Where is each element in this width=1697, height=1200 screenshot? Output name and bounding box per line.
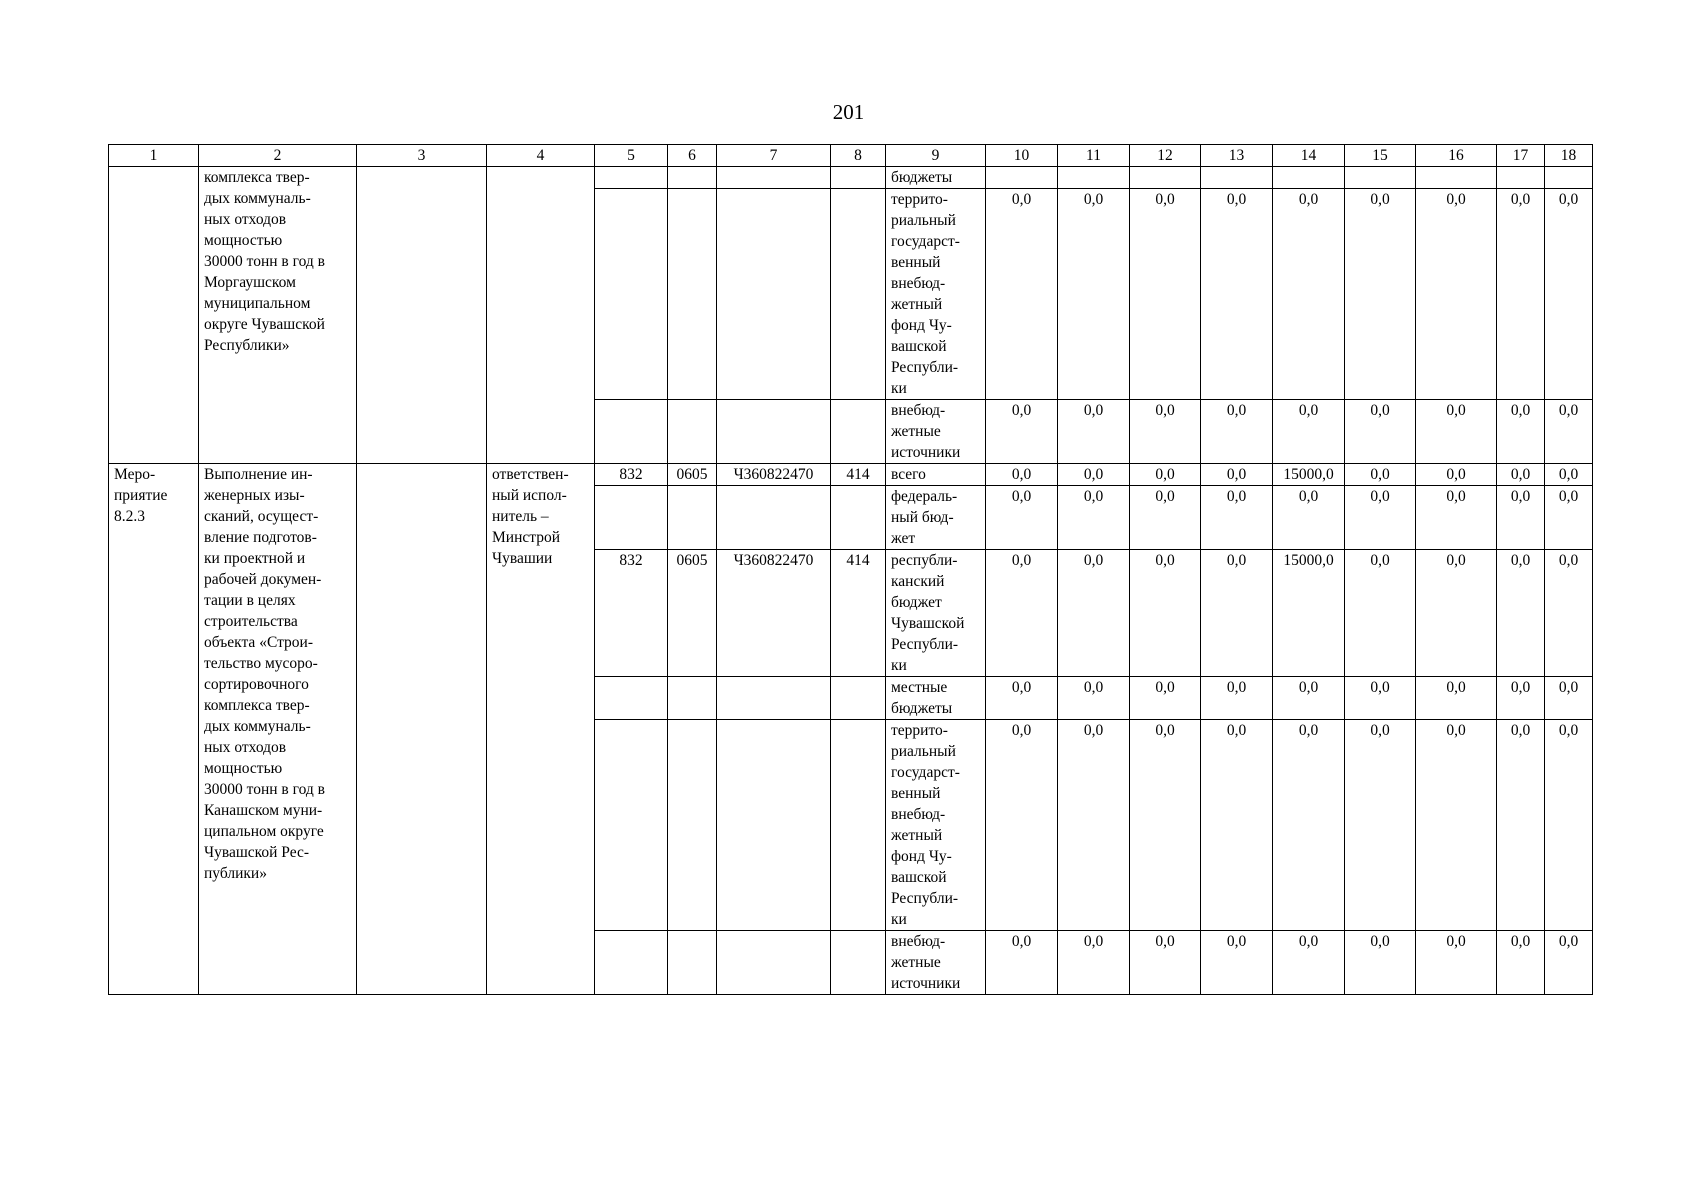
funding-source-cell-line: Республи- [891, 359, 959, 376]
event-description-cell-line: мощностью [204, 232, 283, 249]
expense-type-cell [831, 486, 886, 550]
value-cell [1273, 167, 1345, 189]
section-code-cell [668, 189, 717, 400]
value-cell: 0,0 [1201, 720, 1273, 931]
column-header-12: 12 [1130, 145, 1201, 167]
ministry-code-cell: 832 [595, 464, 668, 486]
event-description-cell-line: объекта «Строи- [204, 634, 313, 651]
event-number-cell-line: 8.2.3 [114, 508, 145, 525]
funding-source-cell-line: риальный [891, 212, 956, 229]
expense-type-cell [831, 400, 886, 464]
value-cell: 0,0 [1273, 400, 1345, 464]
expense-type-cell [831, 720, 886, 931]
target-article-cell [717, 720, 831, 931]
ministry-code-cell [595, 167, 668, 189]
funding-source-cell [886, 464, 986, 486]
funding-source-cell-line: внебюд- [891, 402, 946, 419]
event-number-cell [109, 464, 199, 995]
value-cell: 0,0 [1130, 464, 1201, 486]
table-row [109, 464, 1593, 486]
column-header-18: 18 [1545, 145, 1593, 167]
column-header-7: 7 [717, 145, 831, 167]
event-description-cell-line: Моргаушском [204, 274, 296, 291]
section-code-cell: 0605 [668, 464, 717, 486]
ministry-code-cell [595, 486, 668, 550]
expense-type-cell: 414 [831, 550, 886, 677]
value-cell [1416, 167, 1497, 189]
funding-source-cell-line: ки [891, 911, 907, 928]
ministry-code-cell [595, 677, 668, 720]
value-cell [1345, 167, 1416, 189]
event-description-cell-line: ципальном округе [204, 823, 324, 840]
funding-source-cell-line: фонд Чу- [891, 848, 952, 865]
col3-cell [357, 464, 487, 995]
value-cell: 0,0 [1545, 464, 1593, 486]
event-number-cell-line: приятие [114, 487, 168, 504]
funding-source-cell-line: жетные [891, 423, 941, 440]
ministry-code-cell: 832 [595, 550, 668, 677]
section-code-cell [668, 486, 717, 550]
funding-source-cell-line: жетный [891, 296, 943, 313]
value-cell: 0,0 [986, 400, 1058, 464]
value-cell: 0,0 [1345, 931, 1416, 995]
event-description-cell-line: вление подготов- [204, 529, 317, 546]
funding-source-cell-line: Республи- [891, 890, 959, 907]
funding-source-cell-line: местные [891, 679, 948, 696]
value-cell: 0,0 [1201, 486, 1273, 550]
funding-source-cell-line: террито- [891, 191, 948, 208]
value-cell: 0,0 [1545, 486, 1593, 550]
value-cell [986, 167, 1058, 189]
funding-source-cell [886, 486, 986, 550]
executor-cell [487, 167, 595, 464]
event-description-cell-line: сканий, осущест- [204, 508, 319, 525]
executor-cell-line: Чувашии [492, 550, 553, 567]
ministry-code-cell [595, 189, 668, 400]
event-description-cell-line: публики» [204, 865, 267, 882]
funding-source-cell-line: канский [891, 573, 945, 590]
value-cell: 0,0 [1497, 400, 1545, 464]
value-cell: 0,0 [1130, 400, 1201, 464]
page-number: 201 [832, 100, 865, 124]
target-article-cell [717, 486, 831, 550]
value-cell: 0,0 [1273, 720, 1345, 931]
value-cell: 0,0 [1273, 486, 1345, 550]
value-cell: 0,0 [1058, 720, 1130, 931]
funding-source-cell-line: фонд Чу- [891, 317, 952, 334]
target-article-cell: Ч360822470 [717, 550, 831, 677]
funding-source-cell-line: Чувашской [891, 615, 965, 632]
event-description-cell-line: Республики» [204, 337, 290, 354]
expense-type-cell [831, 167, 886, 189]
executor-cell-line: Минстрой [492, 529, 561, 546]
event-description-cell [199, 464, 357, 995]
value-cell: 0,0 [1130, 550, 1201, 677]
column-header-3: 3 [357, 145, 487, 167]
value-cell: 0,0 [1416, 189, 1497, 400]
value-cell: 0,0 [1545, 677, 1593, 720]
funding-source-cell-line: террито- [891, 722, 948, 739]
event-description-cell-line: женерных изы- [204, 487, 305, 504]
value-cell: 0,0 [1130, 189, 1201, 400]
event-description-cell-line: сортировочного [204, 676, 309, 693]
section-code-cell [668, 677, 717, 720]
expense-type-cell [831, 677, 886, 720]
value-cell: 0,0 [1058, 486, 1130, 550]
value-cell: 0,0 [1497, 720, 1545, 931]
event-description-cell-line: Канашском муни- [204, 802, 323, 819]
funding-source-cell-line: жет [891, 530, 916, 547]
event-description-cell-line: муниципальном [204, 295, 311, 312]
funding-source-cell-line: источники [891, 975, 961, 992]
event-description-cell-line: мощностью [204, 760, 283, 777]
value-cell: 0,0 [1058, 400, 1130, 464]
value-cell: 0,0 [1345, 486, 1416, 550]
value-cell: 0,0 [1345, 677, 1416, 720]
value-cell: 0,0 [1130, 931, 1201, 995]
value-cell: 0,0 [1345, 464, 1416, 486]
column-header-4: 4 [487, 145, 595, 167]
target-article-cell [717, 677, 831, 720]
value-cell: 0,0 [1130, 486, 1201, 550]
funding-source-cell-line: ки [891, 380, 907, 397]
value-cell: 0,0 [1497, 486, 1545, 550]
table-row [109, 167, 1593, 189]
event-number-cell-line: Меро- [114, 466, 156, 483]
value-cell: 0,0 [1497, 464, 1545, 486]
value-cell: 0,0 [1345, 720, 1416, 931]
value-cell: 0,0 [1545, 189, 1593, 400]
event-description-cell-line: тации в целях [204, 592, 296, 609]
column-header-9: 9 [886, 145, 986, 167]
funding-source-cell-line: государст- [891, 233, 960, 250]
funding-source-cell-line: венный [891, 785, 941, 802]
funding-source-cell [886, 189, 986, 400]
value-cell: 0,0 [1273, 677, 1345, 720]
value-cell: 0,0 [1345, 550, 1416, 677]
event-description-cell-line: рабочей докумен- [204, 571, 322, 588]
value-cell: 0,0 [1545, 931, 1593, 995]
value-cell: 0,0 [1130, 720, 1201, 931]
section-code-cell [668, 931, 717, 995]
funding-source-cell-line: федераль- [891, 488, 958, 505]
budget-table [108, 144, 1593, 995]
funding-source-cell-line: ный бюд- [891, 509, 954, 526]
value-cell: 0,0 [1130, 677, 1201, 720]
target-article-cell [717, 400, 831, 464]
event-description-cell-line: Чувашской Рес- [204, 844, 310, 861]
funding-source-cell-line: вашской [891, 338, 947, 355]
funding-source-cell-line: риальный [891, 743, 956, 760]
section-code-cell: 0605 [668, 550, 717, 677]
expense-type-cell [831, 189, 886, 400]
event-description-cell-line: ки проектной и [204, 550, 306, 567]
value-cell: 0,0 [986, 189, 1058, 400]
table-body [109, 145, 1593, 995]
col3-cell [357, 167, 487, 464]
event-number-cell [109, 167, 199, 464]
event-description-cell-line: ных отходов [204, 739, 287, 756]
funding-source-cell-line: внебюд- [891, 806, 946, 823]
target-article-cell [717, 167, 831, 189]
event-description-cell-line: 30000 тонн в год в [204, 781, 325, 798]
value-cell: 0,0 [1201, 464, 1273, 486]
target-article-cell [717, 189, 831, 400]
value-cell [1058, 167, 1130, 189]
funding-source-cell-line: ки [891, 657, 907, 674]
value-cell: 0,0 [986, 720, 1058, 931]
value-cell: 0,0 [1497, 931, 1545, 995]
executor-cell-line: нитель – [492, 508, 549, 525]
column-header-17: 17 [1497, 145, 1545, 167]
value-cell: 0,0 [986, 486, 1058, 550]
value-cell: 0,0 [1416, 931, 1497, 995]
column-header-8: 8 [831, 145, 886, 167]
event-description-cell [199, 167, 357, 464]
funding-source-cell-line: вашской [891, 869, 947, 886]
column-header-13: 13 [1201, 145, 1273, 167]
value-cell: 0,0 [1545, 400, 1593, 464]
executor-cell-line: ответствен- [492, 466, 569, 483]
section-code-cell [668, 167, 717, 189]
column-header-5: 5 [595, 145, 668, 167]
funding-source-cell [886, 677, 986, 720]
event-description-cell-line: строительства [204, 613, 298, 630]
expense-type-cell [831, 931, 886, 995]
funding-source-cell-line: Республи- [891, 636, 959, 653]
column-header-2: 2 [199, 145, 357, 167]
event-description-cell-line: дых коммуналь- [204, 718, 311, 735]
funding-source-cell [886, 550, 986, 677]
executor-cell-line: ный испол- [492, 487, 567, 504]
value-cell: 0,0 [1416, 720, 1497, 931]
event-description-cell-line: округе Чувашской [204, 316, 325, 333]
funding-source-cell [886, 720, 986, 931]
value-cell: 0,0 [1416, 677, 1497, 720]
value-cell: 0,0 [1545, 720, 1593, 931]
event-description-cell-line: дых коммуналь- [204, 190, 311, 207]
event-description-cell-line: комплекса твер- [204, 169, 310, 186]
value-cell: 0,0 [1201, 189, 1273, 400]
funding-source-cell-line: бюджет [891, 594, 942, 611]
value-cell: 0,0 [1273, 931, 1345, 995]
value-cell: 0,0 [1497, 550, 1545, 677]
ministry-code-cell [595, 720, 668, 931]
column-header-14: 14 [1273, 145, 1345, 167]
funding-source-cell-line: внебюд- [891, 275, 946, 292]
column-header-15: 15 [1345, 145, 1416, 167]
funding-source-cell-line: республи- [891, 552, 958, 569]
value-cell: 0,0 [1058, 931, 1130, 995]
value-cell: 0,0 [1497, 189, 1545, 400]
value-cell: 0,0 [986, 677, 1058, 720]
funding-source-cell [886, 167, 986, 189]
value-cell: 0,0 [986, 550, 1058, 677]
funding-source-cell-line: государст- [891, 764, 960, 781]
event-description-cell-line: комплекса твер- [204, 697, 310, 714]
column-header-16: 16 [1416, 145, 1497, 167]
value-cell: 0,0 [1416, 400, 1497, 464]
event-description-cell-line: тельство мусоро- [204, 655, 318, 672]
target-article-cell [717, 931, 831, 995]
ministry-code-cell [595, 400, 668, 464]
value-cell: 0,0 [1273, 189, 1345, 400]
value-cell: 0,0 [986, 931, 1058, 995]
value-cell: 0,0 [1201, 677, 1273, 720]
value-cell [1545, 167, 1593, 189]
funding-source-cell [886, 400, 986, 464]
value-cell: 0,0 [1416, 486, 1497, 550]
column-header-6: 6 [668, 145, 717, 167]
event-description-cell-line: ных отходов [204, 211, 287, 228]
header-row [109, 145, 1593, 167]
target-article-cell: Ч360822470 [717, 464, 831, 486]
value-cell: 0,0 [1201, 931, 1273, 995]
value-cell: 0,0 [1201, 550, 1273, 677]
value-cell [1497, 167, 1545, 189]
section-code-cell [668, 400, 717, 464]
value-cell: 0,0 [1416, 464, 1497, 486]
section-code-cell [668, 720, 717, 931]
value-cell: 0,0 [1058, 189, 1130, 400]
expense-type-cell: 414 [831, 464, 886, 486]
value-cell [1130, 167, 1201, 189]
value-cell: 0,0 [1345, 189, 1416, 400]
value-cell: 0,0 [1416, 550, 1497, 677]
funding-source-cell-line: бюджеты [891, 169, 953, 186]
column-header-10: 10 [986, 145, 1058, 167]
value-cell: 0,0 [1058, 550, 1130, 677]
funding-source-cell-line: источники [891, 444, 961, 461]
event-description-cell-line: Выполнение ин- [204, 466, 313, 483]
value-cell: 0,0 [1497, 677, 1545, 720]
column-header-11: 11 [1058, 145, 1130, 167]
event-description-cell-line: 30000 тонн в год в [204, 253, 325, 270]
funding-source-cell-line: жетный [891, 827, 943, 844]
funding-source-cell-line: внебюд- [891, 933, 946, 950]
funding-source-cell-line: всего [891, 466, 926, 483]
value-cell: 0,0 [1201, 400, 1273, 464]
executor-cell [487, 464, 595, 995]
funding-source-cell-line: бюджеты [891, 700, 953, 717]
value-cell: 0,0 [1545, 550, 1593, 677]
value-cell [1201, 167, 1273, 189]
value-cell: 15000,0 [1273, 464, 1345, 486]
column-header-1: 1 [109, 145, 199, 167]
funding-source-cell-line: жетные [891, 954, 941, 971]
value-cell: 0,0 [1058, 677, 1130, 720]
value-cell: 0,0 [1058, 464, 1130, 486]
value-cell: 0,0 [1345, 400, 1416, 464]
funding-source-cell-line: венный [891, 254, 941, 271]
funding-source-cell [886, 931, 986, 995]
ministry-code-cell [595, 931, 668, 995]
value-cell: 15000,0 [1273, 550, 1345, 677]
value-cell: 0,0 [986, 464, 1058, 486]
